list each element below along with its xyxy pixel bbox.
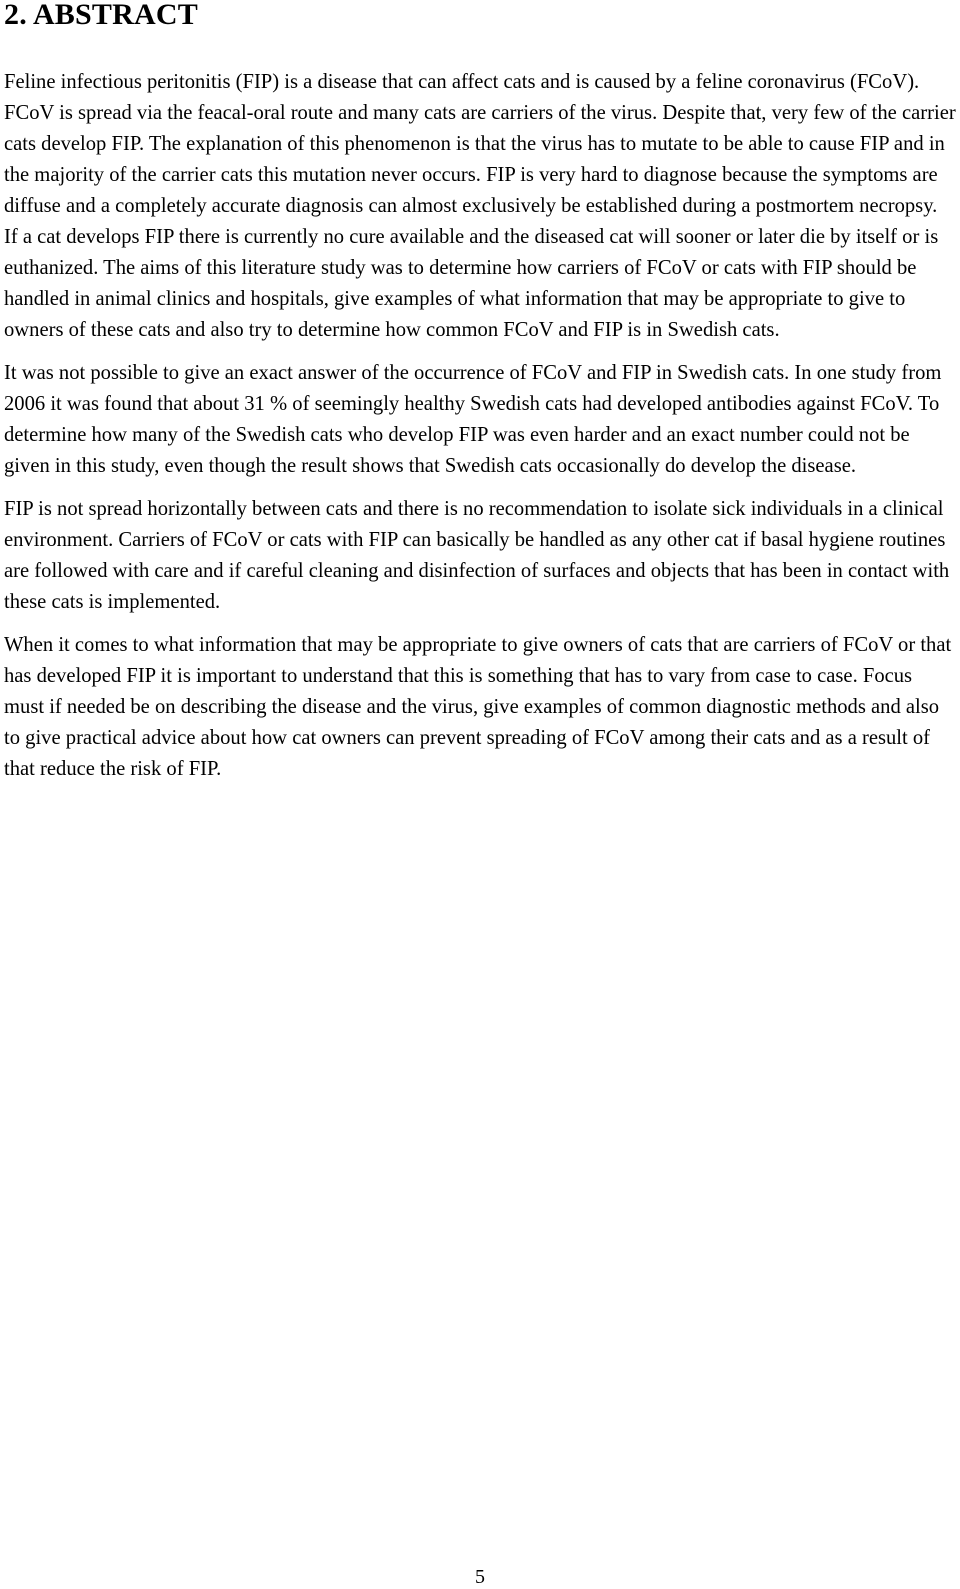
abstract-body [4, 67, 956, 797]
page-number: 5 [475, 1566, 485, 1588]
abstract-paragraph-3: FIP is not spread horizontally between cats and there is no recommendation to isolate sick individuals in a clinical environment. Carriers of FCoV or cats with FIP can basically be handled as any other cat if basal hygiene routines are followed with care and if careful cleaning and disinfection of surfaces and objects that has been in contact with these cats is implemented. [4, 498, 950, 613]
abstract-paragraph-1: Feline infectious peritonitis (FIP) is a disease that can affect cats and is caused by a feline coronavirus (FCoV). FCoV is spread via the feacal-oral route and many cats are carriers of the virus. Despite that, very few of the carrier cats develop FIP. The explanation of this phenomenon is that the virus has to mutate to be able to cause FIP and in the majority of the carrier cats this mutation never occurs. FIP is very hard to diagnose because the symptoms are diffuse and a completely accurate diagnosis can almost exclusively be established during a postmortem necropsy. If a cat develops FIP there is currently no cure available and the diseased cat will sooner or later die by itself or is euthanized. The aims of this literature study was to determine how carriers of FCoV or cats with FIP should be handled in animal clinics and hospitals, give examples of what information that may be appropriate to give to owners of these cats and also try to determine how common FCoV and FIP is in Swedish cats. [4, 71, 956, 341]
section-heading: 2. ABSTRACT [4, 0, 198, 31]
abstract-paragraph-4: When it comes to what information that may be appropriate to give owners of cats that are carriers of FCoV or that has developed FIP it is important to understand that this is something that has to vary from case to case. Focus must if needed be on describing the disease and the virus, give examples of common diagnostic methods and also to give practical advice about how cat owners can prevent spreading of FCoV among their cats and as a result of that reduce the risk of FIP. [4, 634, 952, 780]
abstract-paragraph-2: It was not possible to give an exact answer of the occurrence of FCoV and FIP in Swedish cats. In one study from 2006 it was found that about 31 % of seemingly healthy Swedish cats had developed antibodies against FCoV. To determine how many of the Swedish cats who develop FIP was even harder and an exact number could not be given in this study, even though the result shows that Swedish cats occasionally do develop the disease. [4, 362, 942, 477]
